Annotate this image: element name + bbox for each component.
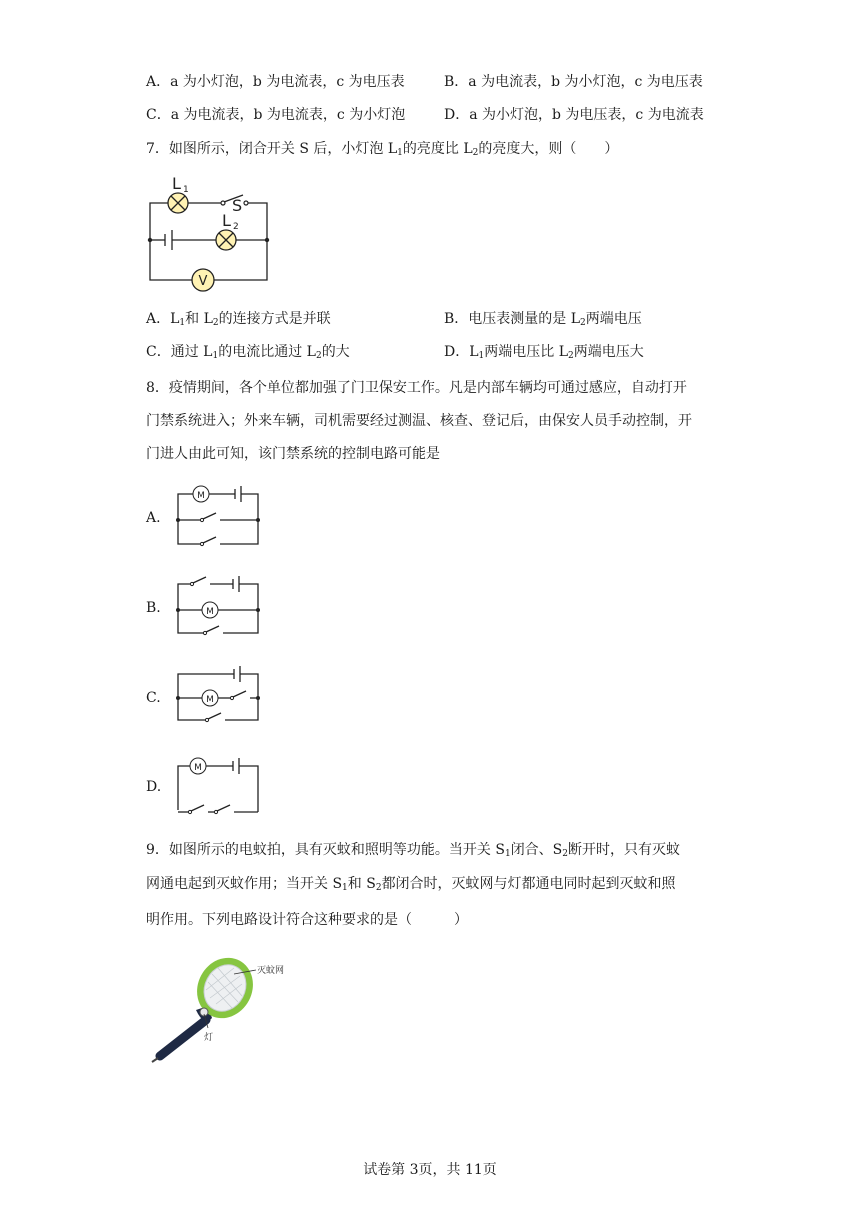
q7-stem: 7．如图所示，闭合开关 S 后，小灯泡 $L_1$的亮度比 $L_2$的亮度大，则（ ） bbox=[146, 141, 619, 158]
q8-stem-line1: 8．疫情期间，各个单位都加强了门卫保安工作。凡是内部车辆均可通过感应，自动打开 bbox=[146, 380, 687, 396]
q8-stem-line2: 门禁系统进入；外来车辆，司机需要经过测温、核查、登记后，由保安人员手动控制，开 bbox=[146, 413, 692, 429]
svg-text:M: M bbox=[197, 491, 205, 501]
q8-option-c-label: C. bbox=[146, 690, 161, 706]
q7-circuit-diagram bbox=[140, 170, 280, 295]
q7-option-b: B．电压表测量的是 $L_2$两端电压 bbox=[444, 311, 642, 328]
q6-option-d: D．a 为小灯泡，b 为电压表，c 为电流表 bbox=[444, 107, 704, 123]
q8-circuit-a bbox=[170, 482, 270, 548]
voltmeter-label: V bbox=[198, 274, 208, 289]
q7-option-d: D．$L_1$两端电压比 $L_2$两端电压大 bbox=[444, 344, 644, 361]
q9-stem-line2: 网通电起到灭蚊作用；当开关 $S_1$和 $S_2$都闭合时，灭蚊网与灯都通电同时起到灭蚊和照 bbox=[146, 876, 676, 893]
mosquito-swatter-image bbox=[146, 952, 306, 1064]
q8-circuit-b bbox=[170, 570, 270, 638]
q8-stem-line3: 门进人由此可知，该门禁系统的控制电路可能是 bbox=[146, 446, 440, 462]
q9-stem-line1: 9．如图所示的电蚊拍，具有灭蚊和照明等功能。当开关 $S_1$闭合、$S_2$断开时，只有灭蚊 bbox=[146, 842, 681, 859]
lamp-l1-subscript: 1 bbox=[183, 185, 189, 195]
switch-s-label: S bbox=[232, 196, 243, 215]
svg-text:M: M bbox=[206, 607, 214, 617]
q6-option-b: B．a 为电流表，b 为小灯泡，c 为电压表 bbox=[444, 74, 703, 90]
q8-option-d-label: D. bbox=[146, 779, 162, 795]
q8-circuit-d bbox=[170, 752, 270, 816]
q7-option-a: A．$L_1$和 $L_2$的连接方式是并联 bbox=[146, 311, 331, 328]
q8-option-b-label: B. bbox=[146, 600, 161, 616]
lamp-l1-label: L bbox=[172, 174, 181, 193]
lamp-l2-label: L bbox=[222, 211, 231, 230]
q8-option-a-label: A. bbox=[146, 510, 161, 526]
q6-option-c: C．a 为电流表，b 为电流表，c 为小灯泡 bbox=[146, 107, 406, 123]
svg-text:M: M bbox=[206, 695, 214, 705]
q7-option-c: C．通过 $L_1$的电流比通过 $L_2$的大 bbox=[146, 344, 350, 361]
q8-circuit-c bbox=[170, 662, 270, 724]
swatter-net-label: 灭蚊网 bbox=[257, 966, 285, 976]
svg-text:M: M bbox=[194, 763, 202, 773]
swatter-lamp-label: 灯 bbox=[204, 1033, 214, 1043]
q6-option-a: A．a 为小灯泡，b 为电流表，c 为电压表 bbox=[146, 74, 405, 90]
lamp-l2-subscript: 2 bbox=[233, 222, 239, 232]
q9-stem-line3: 明作用。下列电路设计符合这种要求的是（ ） bbox=[146, 912, 468, 928]
page-footer: 试卷第 3页，共 11页 bbox=[363, 1162, 497, 1178]
